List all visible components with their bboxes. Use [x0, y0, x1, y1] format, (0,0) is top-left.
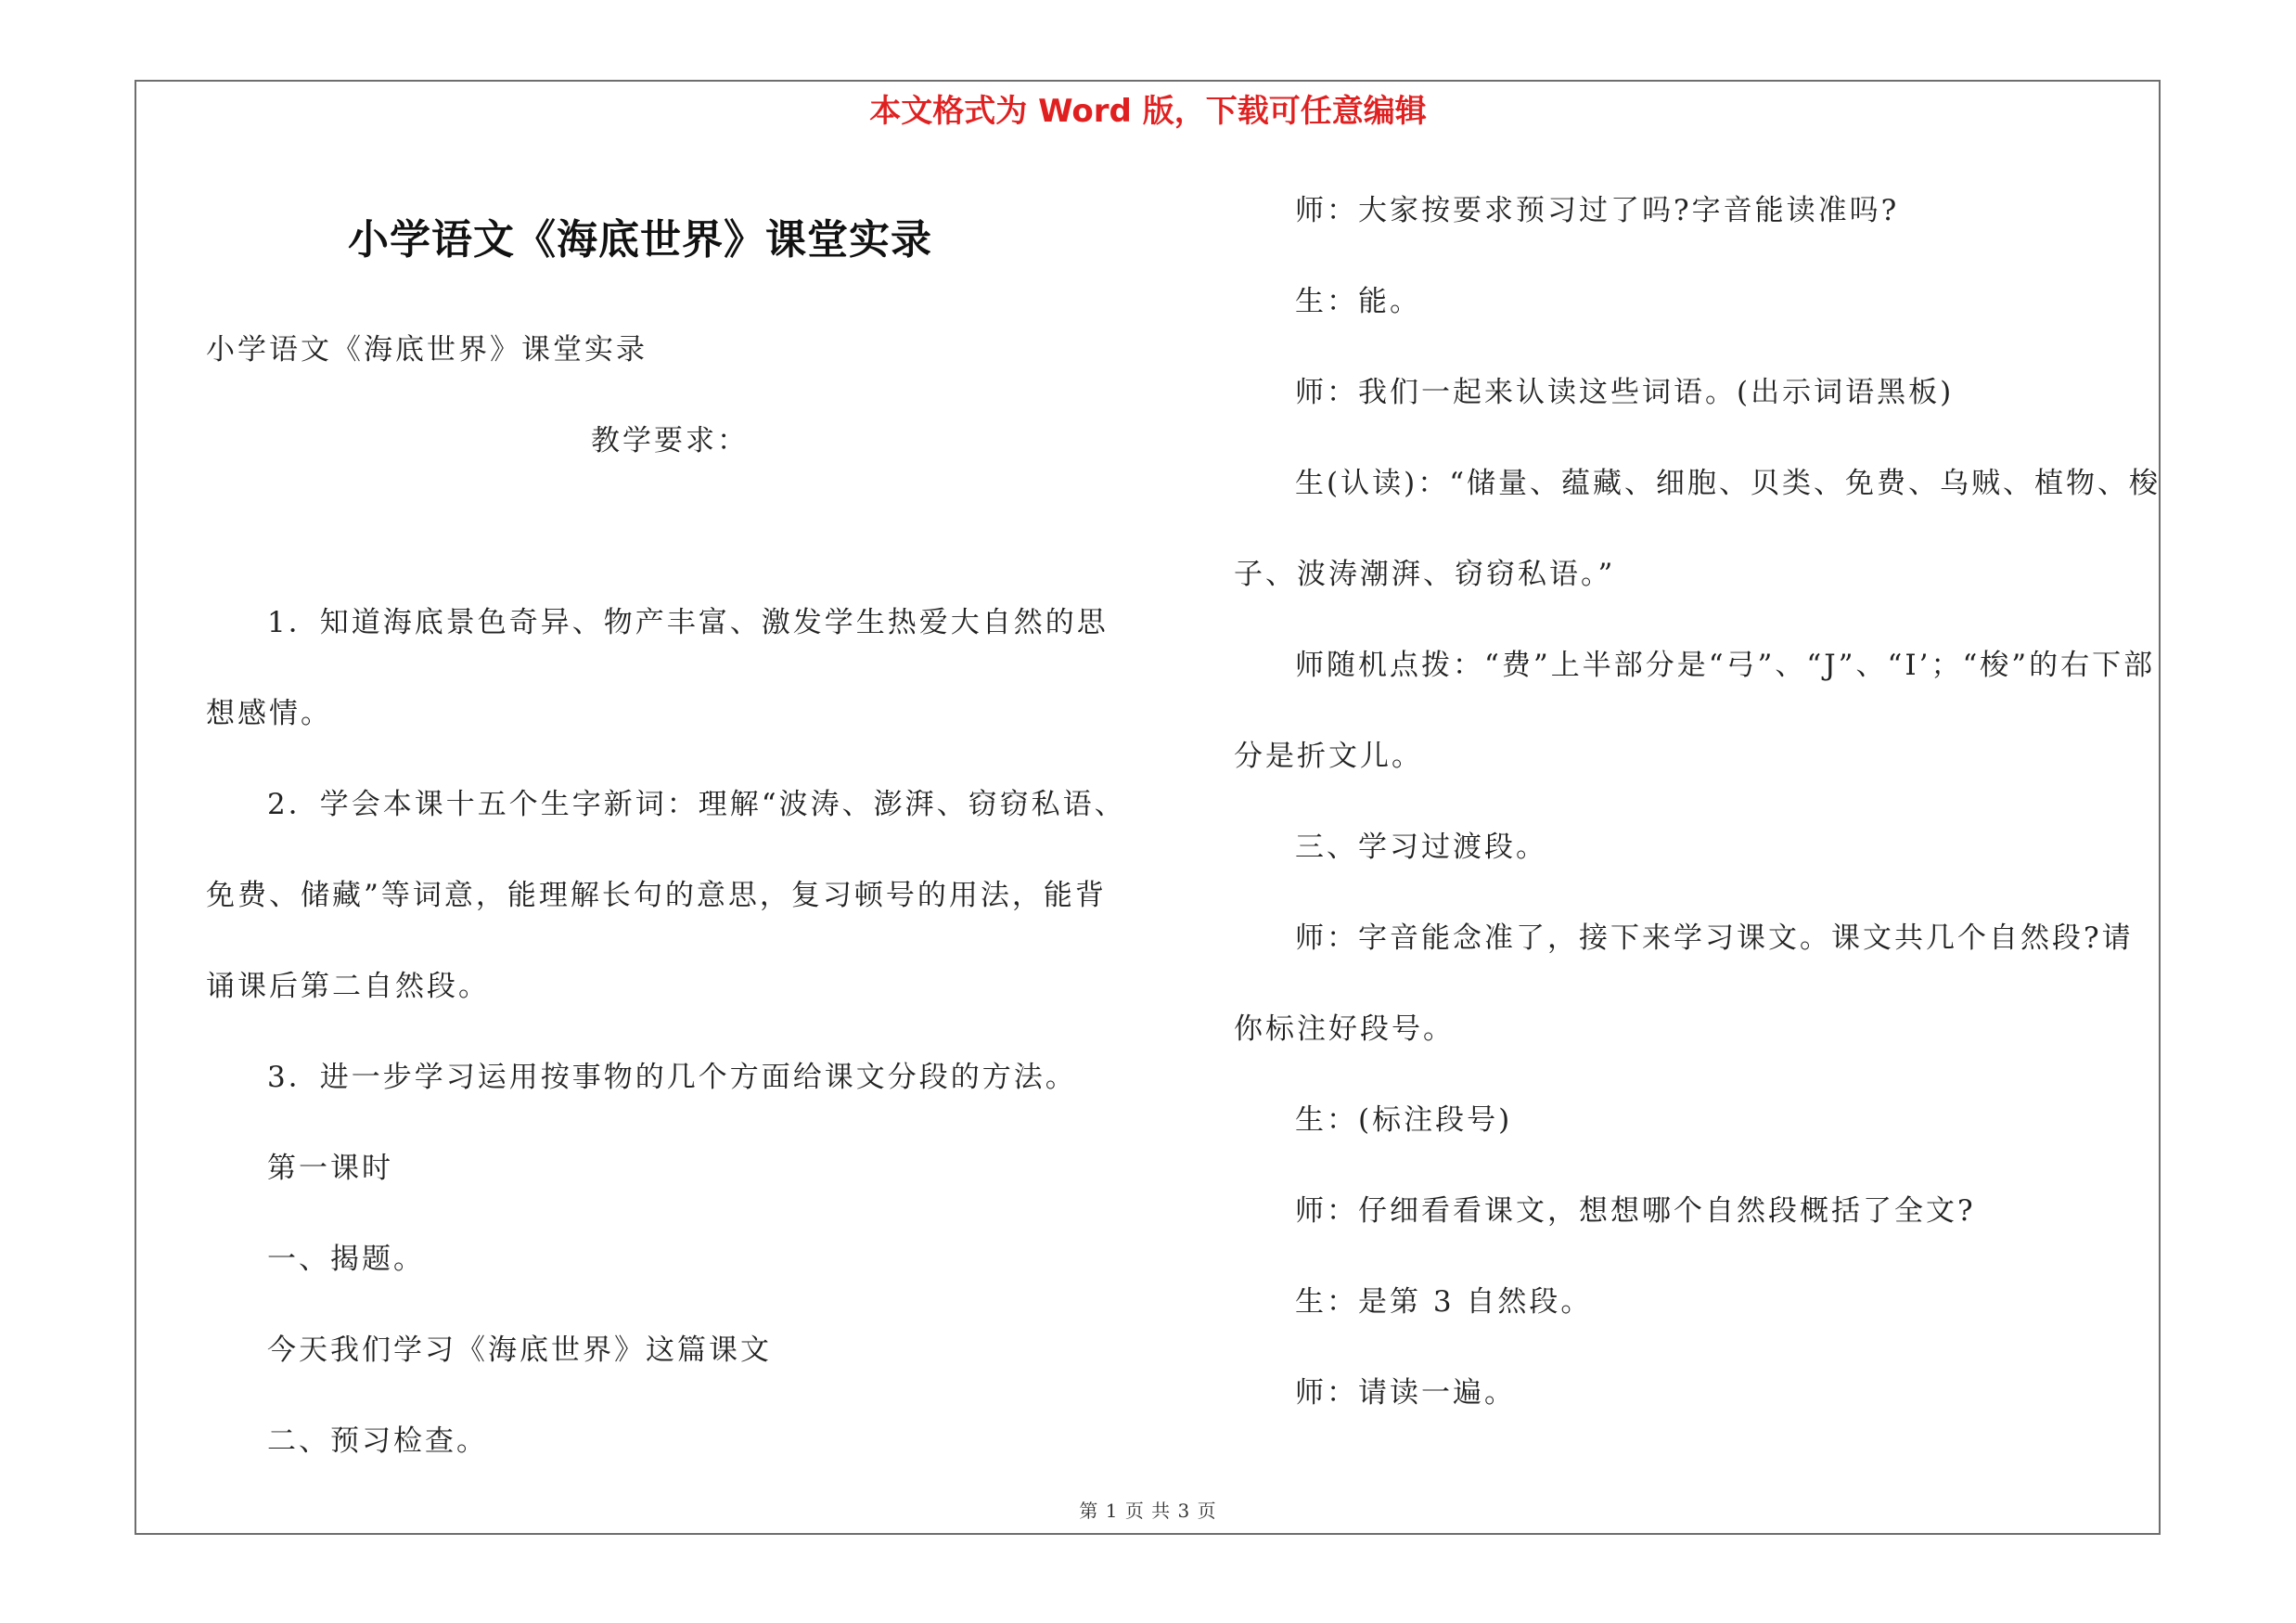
paragraph: 师：字音能念准了，接下来学习课文。课文共几个自然段?请你标注好段号。 — [1234, 921, 2134, 1046]
paragraph: 今天我们学习《海底世界》这篇课文 — [267, 1333, 772, 1367]
paragraph: 第一课时 — [267, 1152, 393, 1185]
paragraph: 3．进一步学习运用按事物的几个方面给课文分段的方法。 — [267, 1061, 1077, 1094]
page-footer: 第 1 页 共 3 页 — [1079, 1500, 1217, 1522]
paragraph: 师：我们一起来认读这些词语。(出示词语黑板) — [1295, 376, 1955, 409]
paragraph — [206, 486, 1134, 577]
paragraph: 生：能。 — [1295, 285, 1421, 318]
paragraph: 师：大家按要求预习过了吗?字音能读准吗? — [1295, 194, 1900, 227]
paragraph: 二、预习检查。 — [267, 1424, 488, 1458]
paragraph: 师：请读一遍。 — [1295, 1376, 1516, 1410]
document-title: 小学语文《海底世界》课堂实录 — [348, 216, 932, 264]
paragraph: 小学语文《海底世界》课堂实录 — [206, 333, 648, 367]
paragraph: 2．学会本课十五个生字新词：理解“波涛、澎湃、窃窃私语、免费、储藏”等词意，能理解长句的意思，复习顿号的用法，能背诵课后第二自然段。 — [206, 788, 1126, 1003]
word-format-banner: 本文格式为 Word 版，下载可任意编辑 — [869, 93, 1427, 130]
paragraph: 师随机点拨：“费”上半部分是“弓”、“J”、“I’；“梭”的右下部分是折文儿。 — [1234, 649, 2156, 773]
paragraph: 一、揭题。 — [267, 1243, 425, 1276]
left-column — [206, 304, 1134, 1487]
paragraph: 师：仔细看看课文，想想哪个自然段概括了全文? — [1295, 1194, 1976, 1228]
paragraph: 教学要求： — [591, 424, 749, 457]
paragraph: 生(认读)：“储量、蕴藏、细胞、贝类、免费、乌贼、植物、梭子、波涛潮湃、窃窃私语。” — [1234, 467, 2161, 591]
paragraph: 1．知道海底景色奇异、物产丰富、激发学生热爱大自然的思想感情。 — [206, 606, 1109, 730]
paragraph: 三、学习过渡段。 — [1295, 831, 1547, 864]
paragraph: 生：是第 3 自然段。 — [1295, 1285, 1593, 1319]
right-column — [1234, 165, 2161, 1438]
paragraph: 生：(标注段号) — [1295, 1103, 1513, 1137]
